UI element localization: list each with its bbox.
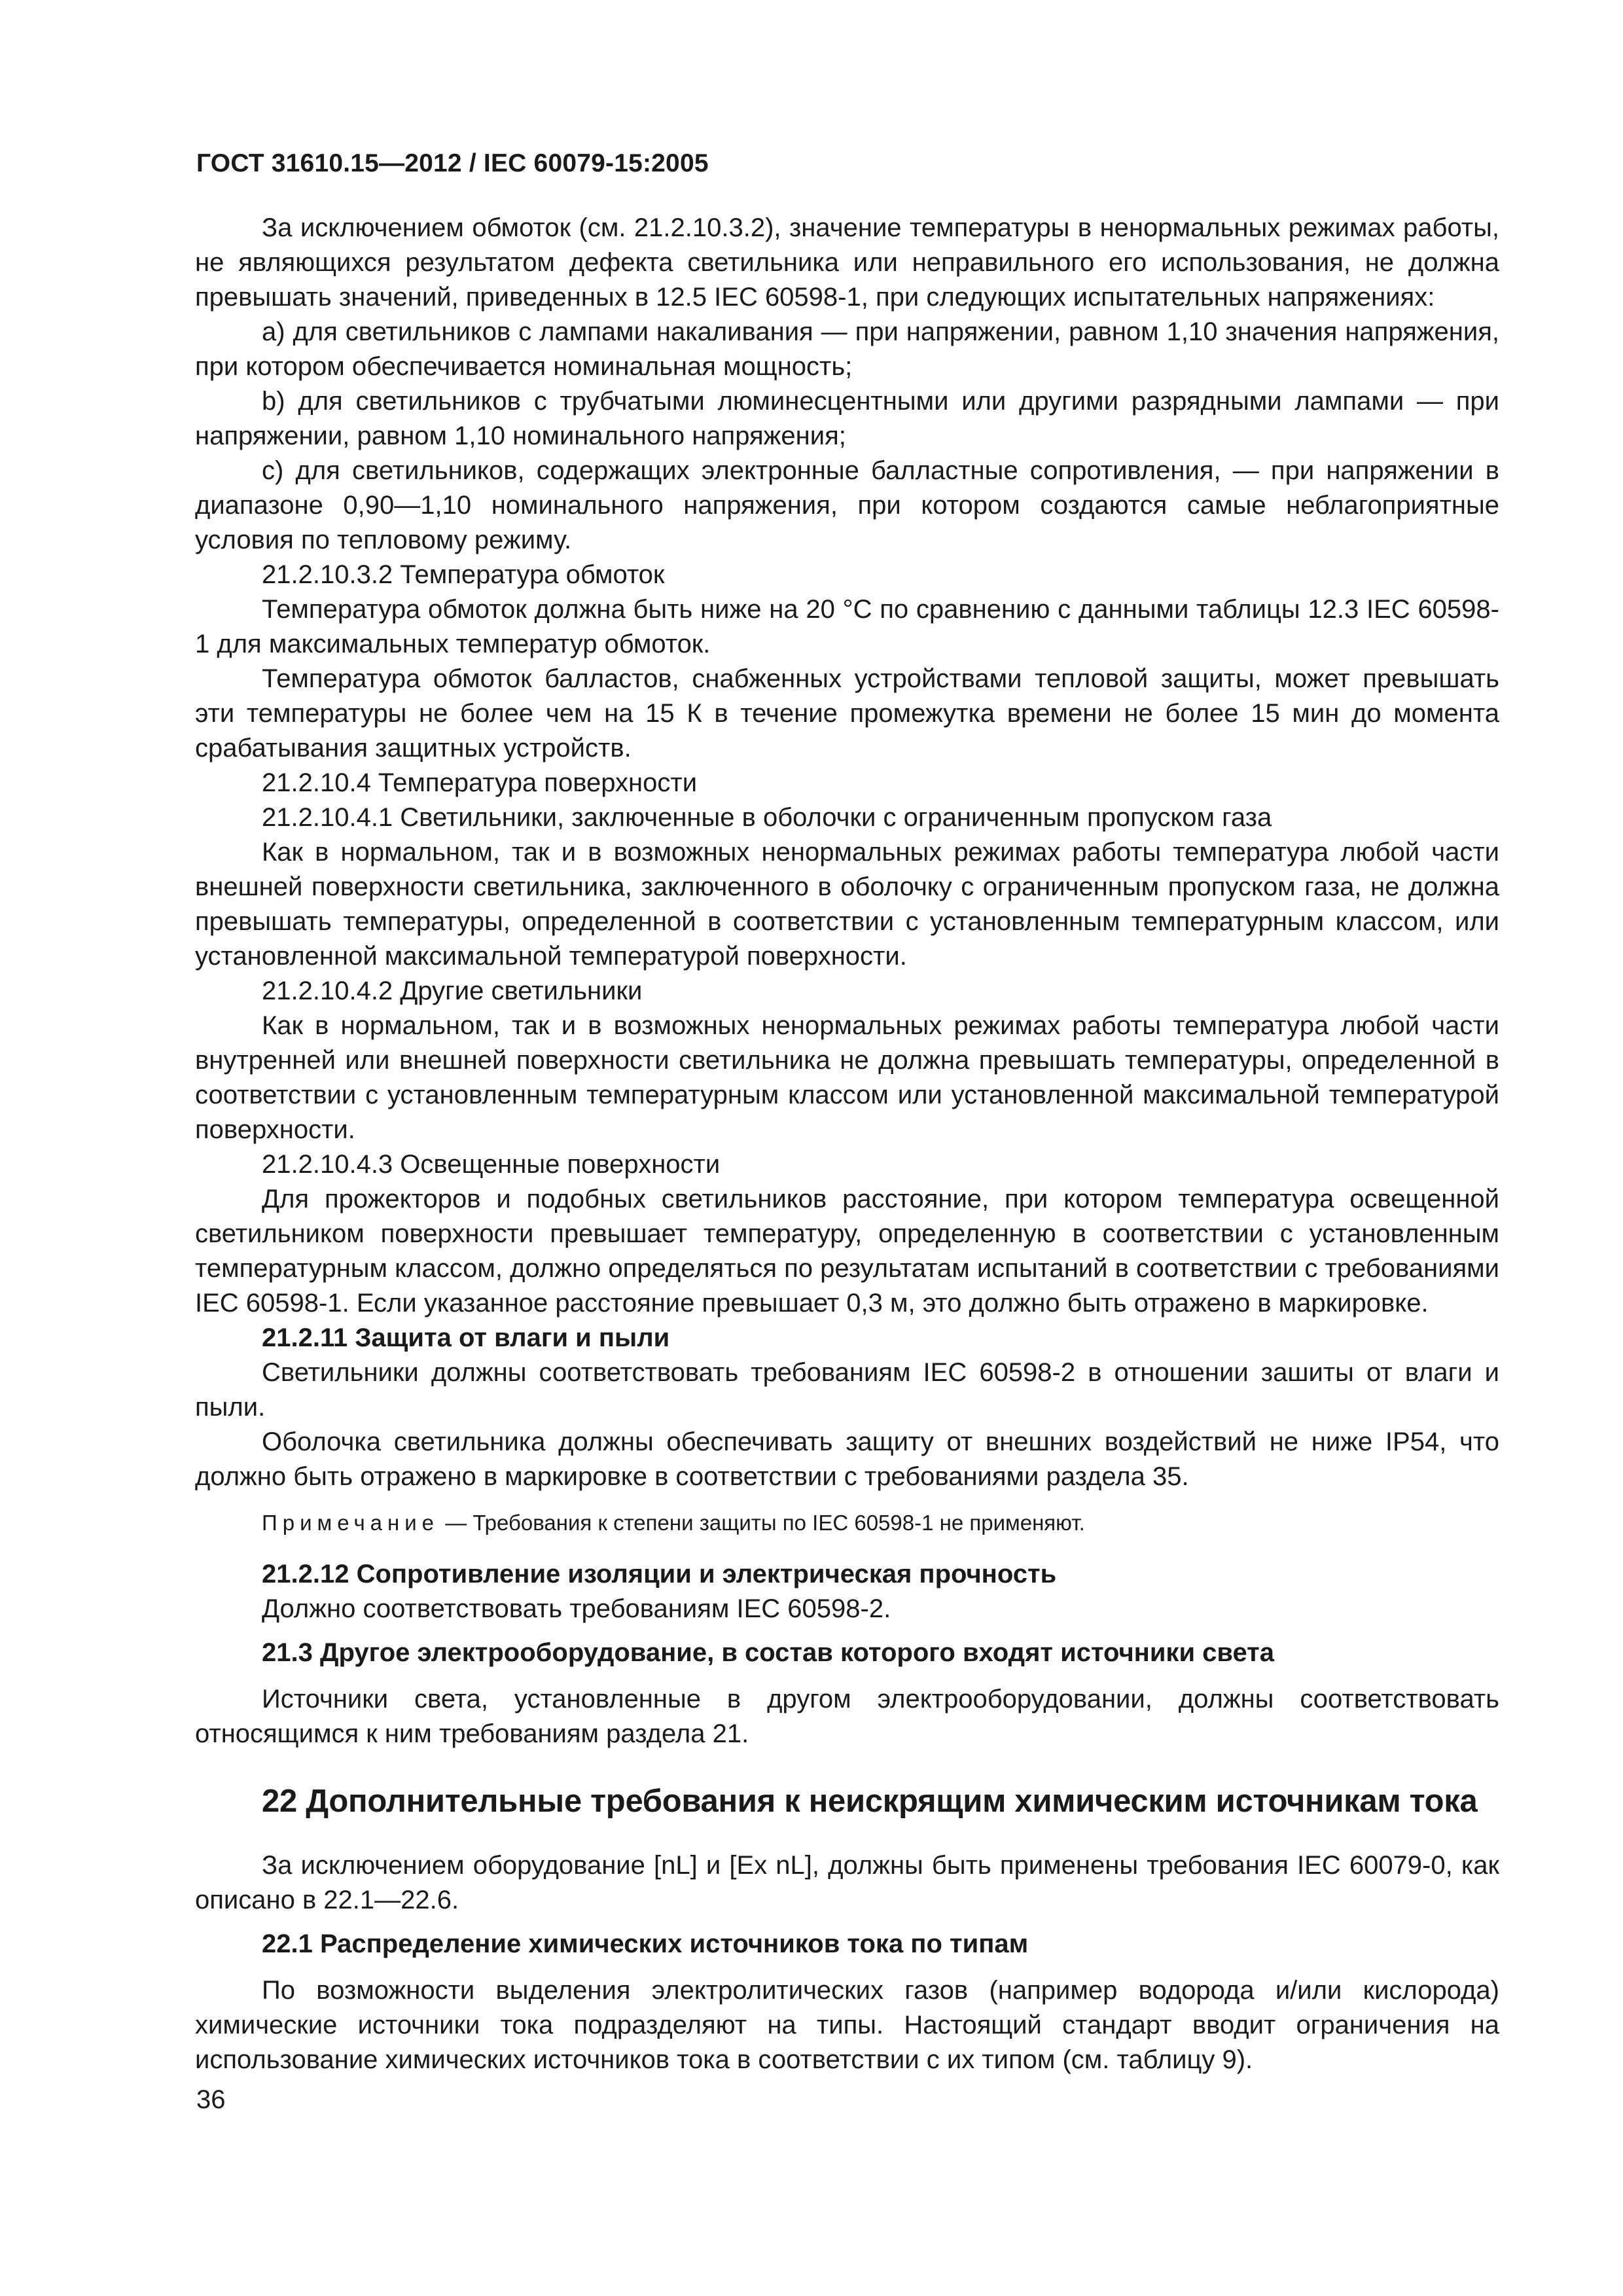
paragraph: Должно соответствовать требованиям IEC 60598-2. (262, 1594, 891, 1623)
clause-heading: 21.2.10.3.2 Температура обмоток (262, 560, 665, 589)
note (262, 1509, 1499, 1537)
standard-header: ГОСТ 31610.15—2012 / IEC 60079-15:2005 (196, 149, 709, 177)
document-body (195, 211, 1499, 2077)
paragraph: Оболочка светильника должны обеспечивать защиту от внешних воздействий не ниже IP54, что должно быть отражено в маркировке в соответствии с требованиями раздела 35. (195, 1427, 1499, 1491)
clause-heading: 21.2.10.4 Температура поверхности (262, 768, 698, 797)
list-item-a: а) для светильников с лампами накаливания — при напряжении, равном 1,10 значения напряжения, при котором обеспечивается номинальная мощность; (195, 317, 1499, 381)
paragraph: За исключением обмоток (см. 21.2.10.3.2), значение температуры в ненормальных режимах работы, не являющихся результатом дефекта светильника или неправильного его использования, не должна превышать значений, приведенных в 12.5 IEC 60598-1, при следующих испытательных напряжениях: (195, 213, 1499, 312)
clause-heading: 21.2.10.4.3 Освещенные поверхности (262, 1150, 721, 1179)
note-label: Примечание (262, 1511, 440, 1535)
chapter-heading: 22 Дополнительные требования к неискрящим химическим источникам тока (262, 1784, 1478, 1819)
clause-heading: 21.2.10.4.2 Другие светильники (262, 977, 643, 1005)
paragraph: За исключением оборудование [nL] и [Ex nL], должны быть применены требования IEC 60079-0, как описано в 22.1—22.6. (195, 1851, 1499, 1914)
list-item-b: b) для светильников с трубчатыми люминесцентными или другими разрядными лампами — при напряжении, равном 1,10 номинального напряжения; (195, 387, 1499, 450)
section-heading: 21.2.11 Защита от влаги и пыли (262, 1323, 670, 1352)
note-text: — Требования к степени защиты по IEC 60598-1 не применяют. (445, 1511, 1085, 1535)
paragraph: Для прожекторов и подобных светильников расстояние, при котором температура освещенной светильником поверхности превышает температуру, определенную в соответствии с установленным температурным классом, должно определяться по результатам испытаний в соответствии с требованиями IEC 60598-1. Если указанное расстояние превышает 0,3 м, это должно быть отражено в маркировке. (195, 1185, 1499, 1318)
paragraph: Как в нормальном, так и в возможных ненормальных режимах работы температура любой части внутренней или внешней поверхности светильника не должна превышать температуры, определенной в соответствии с установленным температурным классом или установленной максимальной температурой поверхности. (195, 1011, 1499, 1144)
paragraph: По возможности выделения электролитических газов (например водорода и/или кислорода) химические источники тока подразделяют на типы. Настоящий стандарт вводит ограничения на использование химических источников тока в соответствии с их типом (см. таблицу 9). (195, 1976, 1499, 2074)
section-heading: 21.3 Другое электрооборудование, в состав которого входят источники света (262, 1638, 1275, 1667)
section-heading: 21.2.12 Сопротивление изоляции и электрическая прочность (262, 1560, 1057, 1588)
paragraph: Температура обмоток балластов, снабженных устройствами тепловой защиты, может превышать эти температуры не более чем на 15 К в течение промежутка времени не более 15 мин до момента срабатывания защитных устройств. (195, 664, 1499, 762)
paragraph: Светильники должны соответствовать требованиям IEC 60598-2 в отношении зашиты от влаги и пыли. (195, 1358, 1499, 1422)
clause-heading: 21.2.10.4.1 Светильники, заключенные в оболочки с ограниченным пропуском газа (262, 803, 1272, 832)
page-number: 36 (196, 2085, 226, 2114)
list-item-c: с) для светильников, содержащих электронные балластные сопротивления, — при напряжении в диапазоне 0,90—1,10 номинального напряжения, при котором создаются самые неблагоприятные условия по тепловому режиму. (195, 456, 1499, 554)
paragraph: Источники света, установленные в другом электрооборудовании, должны соответствовать относящимся к ним требованиям раздела 21. (195, 1685, 1499, 1748)
paragraph: Как в нормальном, так и в возможных ненормальных режимах работы температура любой части внешней поверхности светильника, заключенного в оболочку с ограниченным пропуском газа, не должна превышать температуры, определенной в соответствии с установленным температурным классом, или установленной максимальной температурой поверхности. (195, 838, 1499, 971)
section-heading: 22.1 Распределение химических источников тока по типам (262, 1929, 1029, 1958)
paragraph: Температура обмоток должна быть ниже на 20 °С по сравнению с данными таблицы 12.3 IEC 60598-1 для максимальных температур обмоток. (195, 595, 1499, 658)
